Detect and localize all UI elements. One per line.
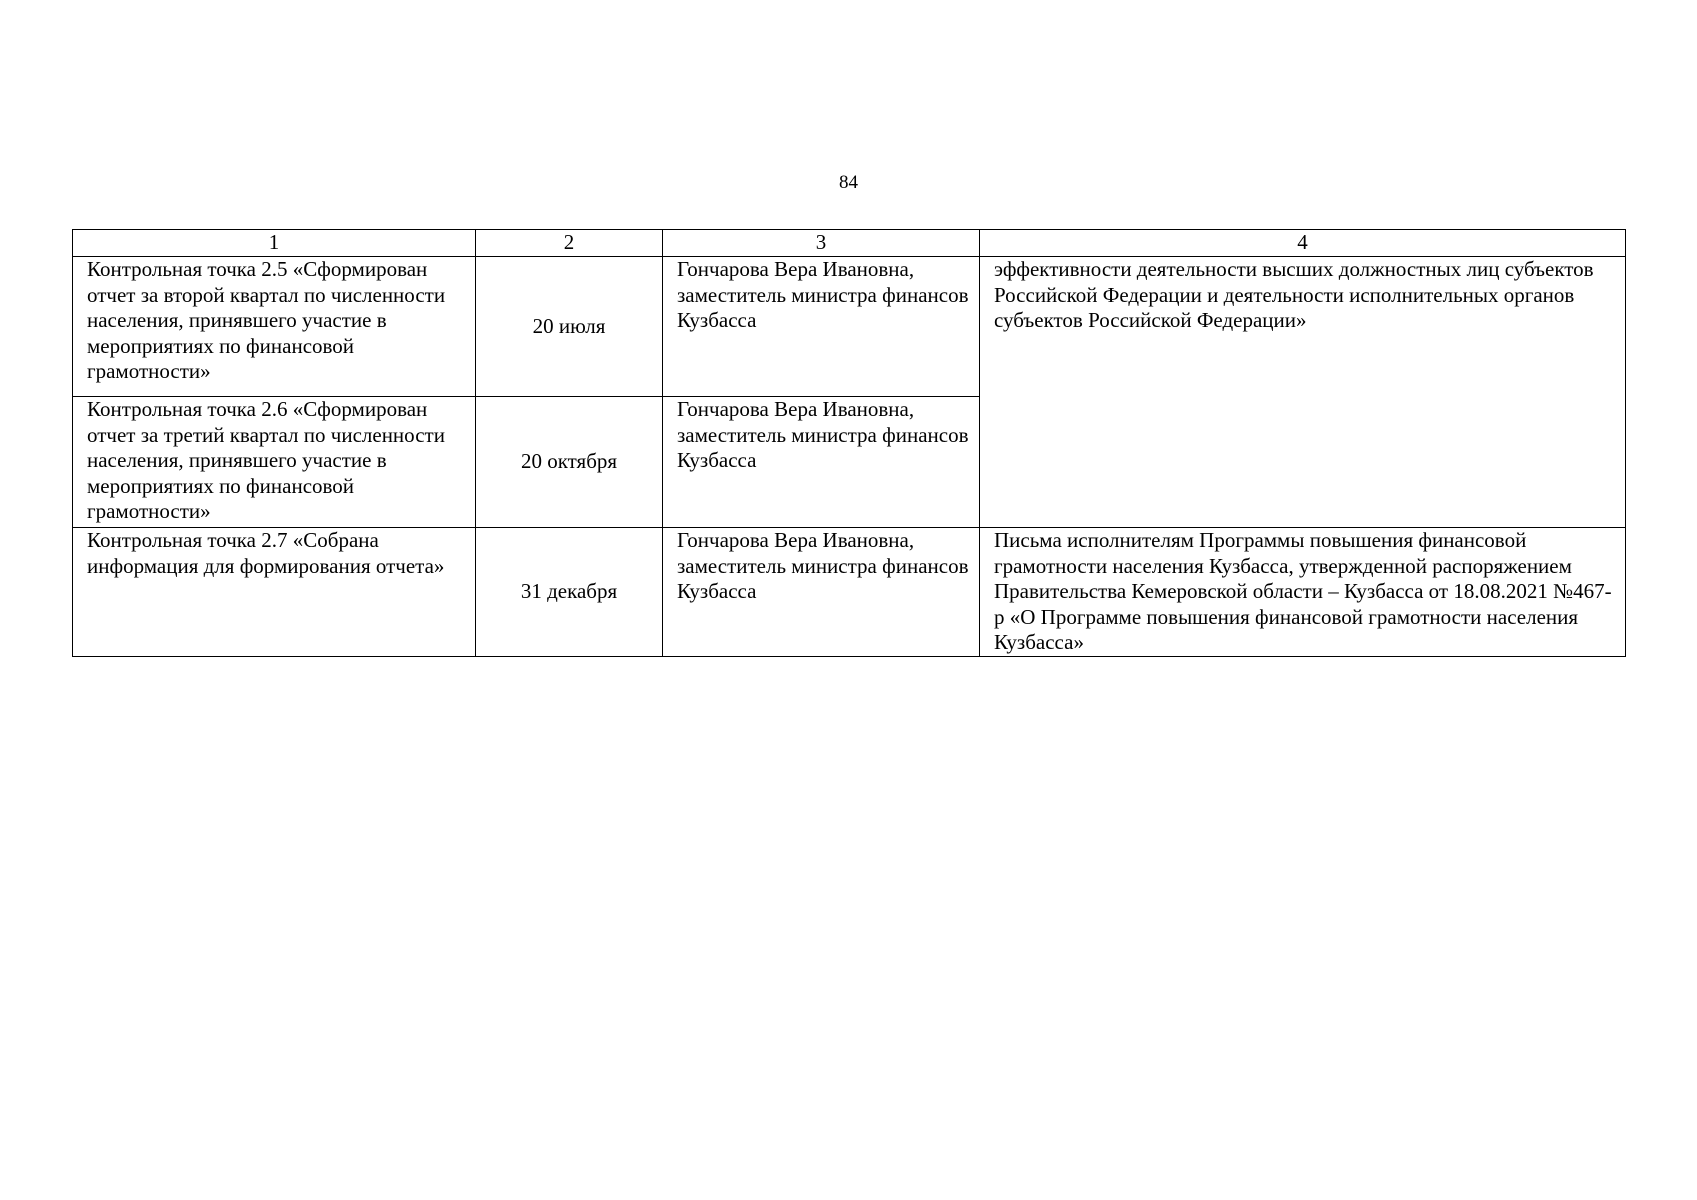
date-cell: [476, 257, 663, 397]
date-cell: [476, 528, 663, 657]
control-point-date: 20 октября: [520, 449, 618, 474]
table-header-row: [73, 230, 1626, 257]
control-point-name-cell: [73, 528, 476, 657]
column-header-3: 3: [663, 230, 980, 257]
control-point-date: 20 июля: [532, 313, 606, 338]
control-point-name: Контрольная точка 2.6 «Сформирован отчет за третий квартал по численности населения, принявшего участие в мероприятиях по финансовой грамотности»: [87, 397, 445, 523]
document-text: Письма исполнителям Программы повышения финансовой грамотности населения Кузбасса, утвержденной распоряжением Правительства Кемеровской области – Кузбасса от 18.08.2021 №467-р «О Программе повышения финансовой грамотности населения Кузбасса»: [994, 528, 1612, 654]
control-point-name-cell: [73, 397, 476, 528]
responsible-cell: [663, 397, 980, 528]
page-number: 84: [839, 172, 858, 193]
control-point-name: Контрольная точка 2.7 «Собрана информация для формирования отчета»: [87, 528, 445, 578]
table-row: [73, 257, 1626, 397]
responsible-person: Гончарова Вера Ивановна, заместитель министра финансов Кузбасса: [677, 528, 969, 603]
column-header-2: 2: [476, 230, 663, 257]
column-header-1: 1: [73, 230, 476, 257]
responsible-cell: [663, 257, 980, 397]
column-header-4: 4: [980, 230, 1626, 257]
document-cell-merged: [980, 257, 1626, 528]
control-points-table: [72, 229, 1626, 657]
responsible-cell: [663, 528, 980, 657]
responsible-person: Гончарова Вера Ивановна, заместитель министра финансов Кузбасса: [677, 397, 969, 472]
control-point-name-cell: [73, 257, 476, 397]
document-text: эффективности деятельности высших должностных лиц субъектов Российской Федерации и деятельности исполнительных органов субъектов Российской Федерации»: [994, 257, 1594, 332]
table-row: [73, 528, 1626, 657]
date-cell: [476, 397, 663, 528]
control-point-date: 31 декабря: [520, 579, 618, 604]
responsible-person: Гончарова Вера Ивановна, заместитель министра финансов Кузбасса: [677, 257, 969, 332]
document-cell: [980, 528, 1626, 657]
control-point-name: Контрольная точка 2.5 «Сформирован отчет за второй квартал по численности населения, принявшего участие в мероприятиях по финансовой грамотности»: [87, 257, 446, 383]
